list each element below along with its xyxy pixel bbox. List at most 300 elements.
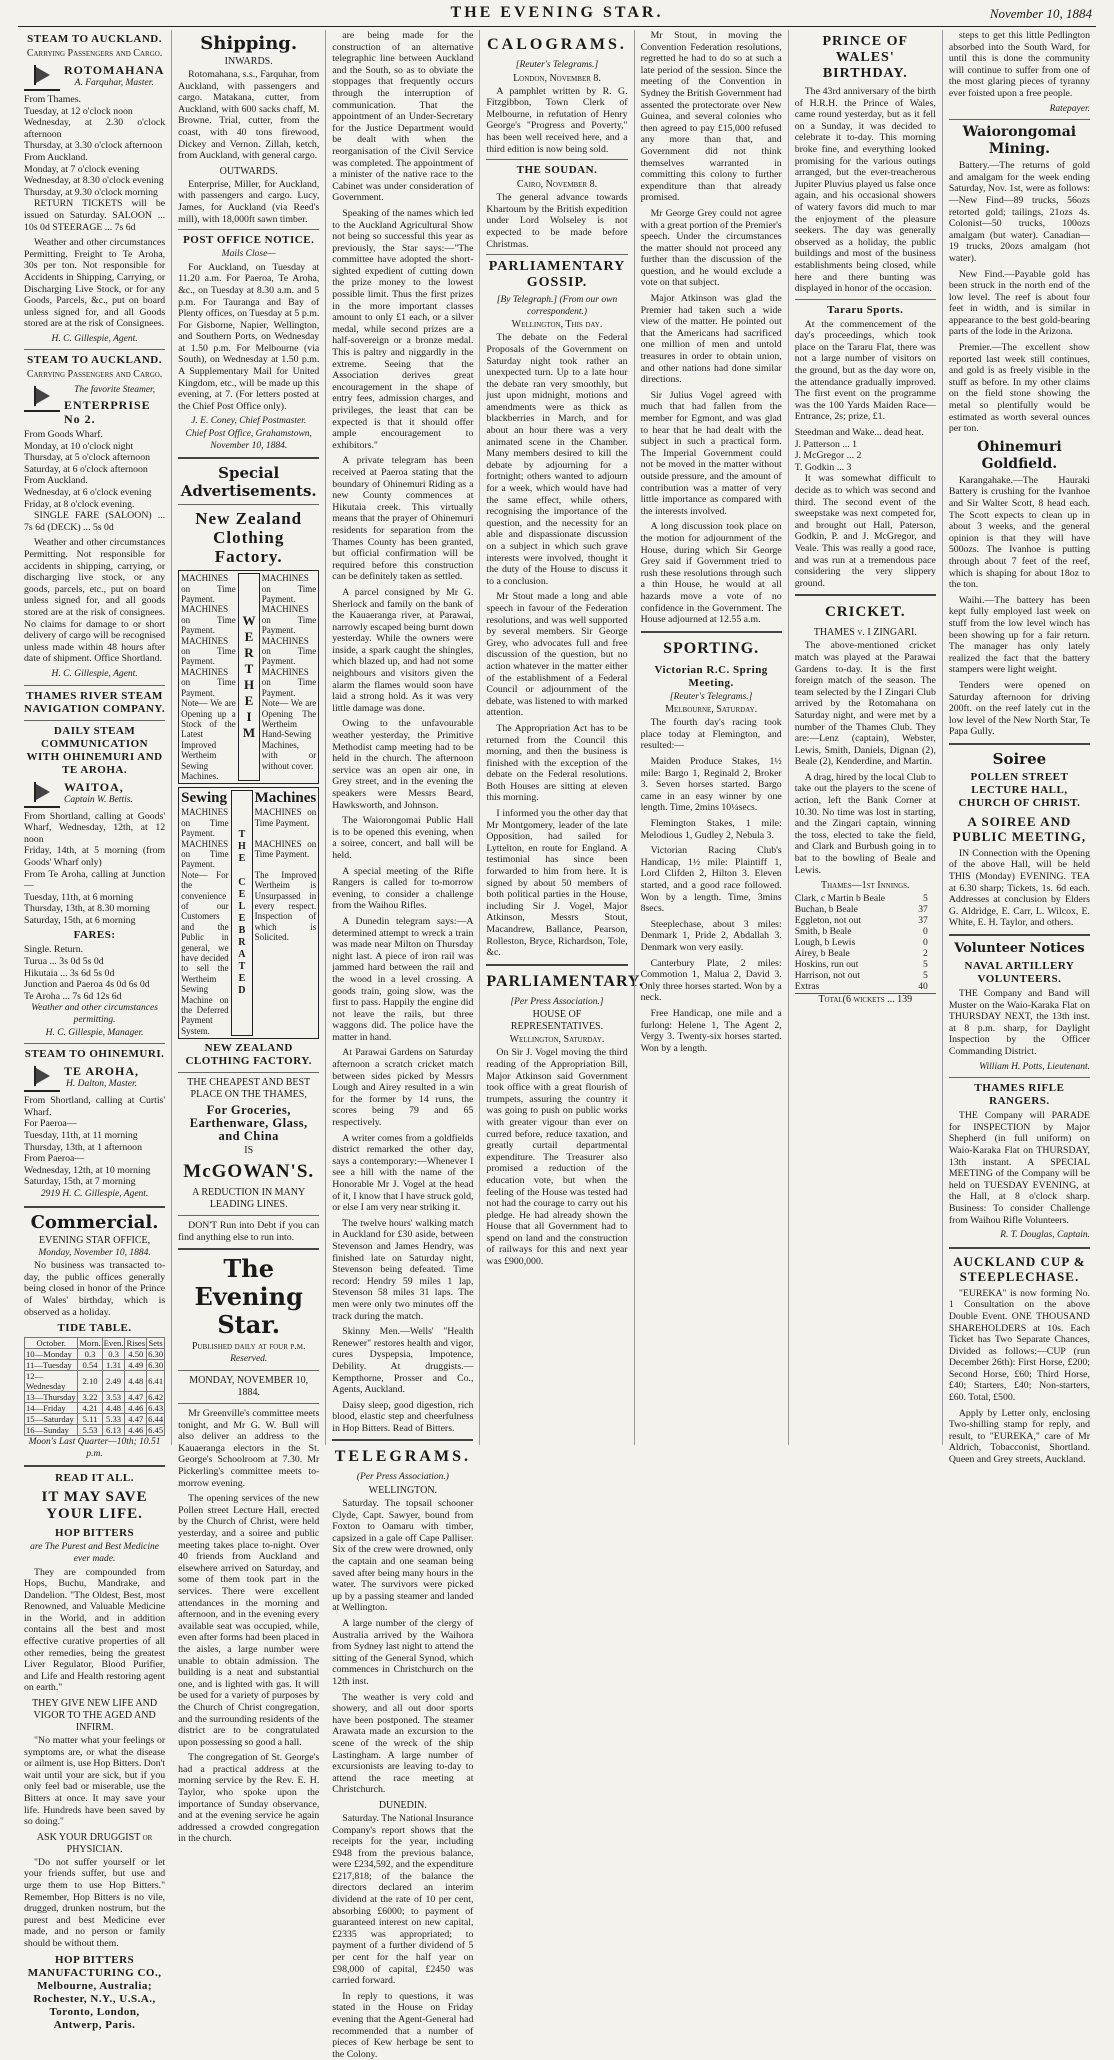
column-2	[171, 30, 325, 1845]
dateline: Wellington, This day.	[511, 319, 603, 331]
schedule-line: From Goods Wharf.	[24, 429, 104, 441]
table-cell: 6.30	[148, 1360, 164, 1371]
masthead-title: THE EVENING STAR.	[450, 4, 664, 21]
commercial-heading: Commercial.	[30, 1211, 159, 1233]
machines-cell: MACHINES on Time Payment.	[181, 838, 229, 870]
table-cell: 6.43	[148, 1403, 164, 1414]
divider	[178, 1403, 319, 1404]
result-line: J. Patterson ... 1	[794, 438, 858, 450]
schedule-line: Saturday, 15th, at 6 morning	[24, 914, 136, 926]
schedule-line: From Shortland, calling at Goods' Wharf, Wednesday, 12th, at 12 noon	[24, 810, 166, 845]
schedule-line: Saturday, at 6 o'clock afternoon	[24, 463, 148, 475]
table-cell: 6.45	[148, 1425, 164, 1436]
divider	[24, 1043, 165, 1044]
fares-heading: FARES:	[73, 929, 116, 942]
divider	[332, 1439, 473, 1441]
sporting-heading: SPORTING.	[663, 639, 760, 657]
article-paragraph: The congregation of St. George's had a practical address at the morning service by the Rev. E. H. Taylor, who spoke upon the importance of Sunday observance, and at the evening service he again addressed a crowded congregation in the church.	[178, 1752, 320, 1845]
scores-heading: Thames—1st Innings.	[820, 880, 910, 892]
soiree-heading: Soiree	[992, 749, 1047, 768]
tide-table	[24, 1337, 165, 1436]
divider	[486, 159, 627, 160]
schedule-line: From Te Aroha, calling at Junction—	[24, 868, 166, 892]
article-paragraph: steps to get this little Pedlington absorbed into the South Ward, for until this is done the community will continue to suffer from one of the most glaring pieces of tyranny ever foisted upon a free people.	[948, 30, 1090, 99]
schedule-line: For Paeroa—	[24, 1118, 77, 1130]
column-header: Morn.	[79, 1338, 101, 1349]
office-text: No business was transacted to-day, the public offices generally being closed in honor of the Prince of Wales' birthday, which is observed as a holiday.	[24, 1260, 166, 1318]
tide-note: Moon's Last Quarter—10th; 10.51 p.m.	[28, 1437, 161, 1459]
sewing-ad	[178, 787, 319, 1039]
agent-sign: 2919 H. C. Gillespie, Agent.	[40, 1188, 149, 1199]
rifle-heading: THAMES RIFLE RANGERS.	[974, 1082, 1065, 1108]
prince-heading: PRINCE OF WALES' BIRTHDAY.	[822, 34, 909, 81]
section-heading: DAILY STEAM COMMUNICATION WITH OHINEMURI AND TE AROHA.	[26, 724, 163, 776]
article-paragraph: New Find.—Payable gold has been struck in the north end of the low level. The reef is about four feet in width, and is similar in appearance to the best gold-bearing parts of the lode in the Arizona.	[948, 268, 1090, 338]
table-cell: 4.46	[125, 1403, 147, 1414]
article-paragraph: In reply to questions, it was stated in the House on Friday evening that the Agent-General had recommended that a number of pieces of Kew herbage be sent to the Colony.	[332, 1990, 474, 2060]
gossip-sub: [By Telegraph.] (From our own correspondent.)	[496, 295, 618, 317]
schedule-line: Thursday, at 9.30 o'clock morning	[24, 186, 158, 198]
pollen-heading: POLLEN STREET LECTURE HALL, CHURCH OF CHRIST.	[958, 770, 1081, 809]
section-heading: STEAM TO AUCKLAND.	[27, 354, 162, 367]
fare-line: Junction and Paeroa 4s 0d 6s 0d	[24, 979, 150, 991]
score-row	[795, 904, 936, 915]
tide-heading: TIDE TABLE.	[57, 1322, 132, 1335]
machines-cell: MACHINES on Time Payment.	[261, 604, 317, 636]
ship-ad	[24, 1064, 165, 1092]
fare-line: Turua ... 3s 0d 5s 0d	[24, 956, 104, 968]
divider	[178, 1248, 319, 1250]
schedule-line: Tuesday, 11th, at 11 morning	[24, 1130, 138, 1141]
article-paragraph: The Waiorongomai Public Hall is to be opened this evening, when a soiree, concert, and ball will be held.	[332, 815, 474, 861]
article-paragraph: The 43rd anniversary of the birth of H.R.H. the Prince of Wales, came round yesterday, but as it fell on a Sunday, it was decided to celebrate it to-day. This morning broke fine, and everything looked promising for the various outings arranged, but the ever-treacherous Jupiter Pluvius played us false once again, and his occasional showers of watery favors did much to mar the enjoyment of the pleasure seekers. The day was generally observed as a holiday, the public buildings and most of the business establishments being closed, while here and there bunting was displayed in honor of the occasion.	[794, 86, 936, 295]
table-cell: 2.49	[102, 1371, 125, 1392]
steamship-icon	[24, 384, 60, 412]
table-header-row	[25, 1338, 165, 1349]
runs: 40	[918, 981, 928, 993]
article-paragraph: Major Atkinson was glad the Premier had taken such a wide view of the matter. He pointed out that the Americans had sacrificed one million of men and untold treasures in order to obtain union, and other nations had done similar directions.	[640, 293, 782, 386]
article-paragraph: The twelve hours' walking match in Auckland for £30 aside, between Stevenson and James Hendry, was finished late on Saturday night, Stevenson being defeated. Time record: Hendry 59 miles 1 lap, Stevenson 58 miles 31 laps. The men were only two minutes off the track during the match.	[332, 1217, 474, 1322]
table-row	[25, 1425, 165, 1436]
divider	[949, 1077, 1090, 1078]
table-row	[25, 1414, 165, 1425]
machines-cell: MACHINES on Time Payment.	[181, 807, 229, 839]
article-paragraph: Mr Stout, in moving the Convention Federation resolutions, regretted he had to do so at such a late period of the session. Since the meeting of the Convention in Sydney the British Government had assented the protectorate over New Guinea, and several colonies who then agreed to pay £15,000 refused any more than that, and Government did not think themselves warranted in committing this colony to further expenditure than that already promised.	[640, 30, 782, 204]
batsman: Smith, b Beale	[794, 926, 852, 938]
table-cell: 14—Friday	[25, 1403, 78, 1414]
column-header: October.	[25, 1338, 78, 1349]
mcgowans-heading: McGOWAN'S.	[183, 1161, 315, 1183]
clothing-factory-heading: New Zealand Clothing Factory.	[195, 509, 303, 567]
article-paragraph: The above-mentioned cricket match was played at the Parawai Gardens to-day. It is the first foreign match of the season. The team selected by the I Zingari Club arrived by the Rotomahana on Saturday night, and were met by a number of the Thames Club. They are:—Lenz (captain), Webster, Lewis, Smith, Daniels, Dignan (2), Beale (2), Kenderdine, and Martin.	[794, 640, 936, 768]
table-cell: 1.31	[102, 1360, 125, 1371]
article-paragraph: I informed you the other day that Mr Montgomery, leader of the late Opposition, had sailed for Lyttelton, en route for England. A testimonial has since been forwarded to him from here. It is signed by about 50 members of both political parties in the House, including Sir J. Vogel, Major Atkinson, Messrs Stout, Macandrew, Ballance, Pearson, Rolleston, Bryce, Richardson, Tole, &c.	[486, 808, 628, 959]
table-cell: 4.47	[125, 1392, 147, 1403]
schedule-line: From Auckland.	[24, 151, 88, 163]
table-cell: 4.49	[125, 1360, 147, 1371]
column-5	[634, 30, 788, 1445]
runs: 5	[923, 959, 928, 971]
article-paragraph: Saturday. The National Insurance Company's report shows that the receipts for the year, including £948 from the previous balance, were £234,592, and the expenditure £217,818; of the balance the directors declared an interim dividend at the rate of 10 per cent, absorbing £6000; to payment of guaranteed interest on new capital, £2335 was appropriated; to payment of a further dividend of 5 per cent for the half year on £98,000 of capital, £2450 was carried forward.	[332, 1812, 474, 1987]
agent-sign: H. C. Gillespie, Agent.	[51, 668, 138, 679]
column-1	[18, 30, 171, 2031]
steamship-icon	[24, 780, 60, 808]
signature: R. T. Douglas, Captain.	[1000, 1230, 1090, 1241]
divider	[178, 1072, 319, 1073]
column-header: Sets	[148, 1338, 163, 1349]
public-meeting-heading: A SOIREE AND PUBLIC MEETING,	[952, 813, 1087, 844]
section-subheading: Carrying Passengers and Cargo.	[26, 369, 163, 381]
table-cell: 5.53	[78, 1425, 102, 1436]
special-heading: Special Advertisements.	[180, 464, 317, 501]
fare-line: Single. Return.	[24, 944, 84, 956]
ad-heading: READ IT ALL.	[55, 1472, 134, 1485]
naval-heading: NAVAL ARTILLERY VOLUNTEERS.	[964, 960, 1075, 986]
ship-name: ENTERPRISE No 2.	[64, 398, 151, 427]
table-cell: 4.46	[125, 1425, 147, 1436]
table-cell: 0.3	[78, 1349, 102, 1360]
sewing-note: Note— For the convenience of our Customers and the Public in general, we have decided to sell the Wertheim Sewing Machine on the Deferred Payment System.	[181, 869, 229, 1036]
article-paragraph: A pamphlet written by R. G. Fitzgibbon, Town Clerk of Melbourne, in refutation of Henry George's "Progress and Poverty," has been well received here, and a third edition is now being sold.	[486, 85, 628, 155]
ship-name: TE AROHA,	[64, 1064, 140, 1079]
date-line: MONDAY, NOVEMBER 10, 1884.	[189, 1375, 309, 1399]
batsman: Buchan, b Beale	[794, 904, 858, 916]
ship-ad	[24, 780, 165, 808]
reduction-line: A REDUCTION IN MANY LEADING LINES.	[192, 1187, 306, 1211]
score-row	[795, 893, 936, 904]
clothing-factory-footer: NEW ZEALAND CLOTHING FACTORY.	[185, 1042, 312, 1068]
schedule-line: Wednesday, at 8.30 o'clock evening	[24, 175, 164, 187]
table-row	[25, 1371, 165, 1392]
dateline: Cairo, November 8.	[516, 179, 598, 191]
article-paragraph: A drag, hired by the local Club to take out the players to the scene of action, left the Bank Corner at 10.30. No time was lost in starting, and the Zingari captain, winning the toss, elected to take the field, and Clark and Burbush going in to bat to the bowling of Beale and Lewis.	[794, 771, 936, 876]
schedule-line: From Auckland.	[24, 475, 88, 487]
table-cell: 6.30	[148, 1349, 164, 1360]
batsman: Airey, b Beale	[794, 948, 850, 960]
fare-line: Hikutaia ... 3s 6d 5s 0d	[24, 967, 115, 979]
notice-text: THE Company will PARADE for INSPECTION by Major Shepherd (in full uniform) on Waio-Karaka Flat on THURSDAY, 13th instant. A SPECIAL MEETING of the Company will be held on TUESDAY EVENING, at the Hall, at 8 o'clock sharp. Business: To consider Challenge from Waihou Rifle Volunteers.	[948, 1110, 1090, 1226]
article-paragraph: Mr Stout made a long and able speech in favour of the Federation resolutions, and was well supported by several members. Sir George Grey, who advocates full and free discussion of the question, but no action whatever in the matter either of the establishment of a Federal Council or adjournment of the debate, was listened to with marked attention.	[486, 591, 628, 719]
ship-master: H. Dalton, Master.	[66, 1079, 137, 1090]
cricket-sub: THAMES v. I ZINGARI.	[813, 627, 917, 639]
table-cell: 3.22	[78, 1392, 102, 1403]
column-header: Even.	[103, 1338, 124, 1349]
divider	[795, 299, 936, 300]
notice-text: THE Company and Band will Muster on the Waio-Karaka Flat on THURSDAY NEXT, the 13th inst. at 8 p.m. sharp, for Daylight Inspection by the Officer Commanding District.	[948, 988, 1090, 1057]
divider	[178, 1370, 319, 1371]
runs: 37	[918, 915, 928, 927]
table-cell: 15—Saturday	[25, 1414, 78, 1425]
article-paragraph: A Dunedin telegram says:—A determined attempt to wreck a train was made near Milton on Thursday night last. A piece of iron rail was jammed hard between the rail and the wood in a level crossing. A goods train, going slow, was the first to pass. Happily the engine did not leave the rails, but three waggons did. The police have the matter in hand.	[332, 915, 474, 1043]
ship-master: Captain W. Bettis.	[64, 794, 133, 805]
article-paragraph: A writer comes from a goldfields district remarked the other day, says a contemporary:—Whenever I see a hill with the name of the Honorable Mr J. Vogel at the head of it, I know that I have struck gold, or else I am very near striking it.	[332, 1132, 474, 1214]
table-cell: 6.42	[148, 1392, 164, 1403]
score-row	[795, 981, 936, 992]
calograms-heading: CALOGRAMS.	[487, 36, 627, 53]
ad-headline: IT MAY SAVE YOUR LIFE.	[41, 1489, 148, 1523]
section-heading: STEAM TO OHINEMURI.	[24, 1048, 165, 1061]
wertheim-ad	[178, 570, 319, 784]
office-heading: EVENING STAR OFFICE,	[38, 1234, 151, 1246]
article-paragraph: The debate on the Federal Proposals of the Government on Saturday night took rather an unexpected turn. Up to a late hour the debate ran very smoothly, but just upon midnight, motions and amendments were as thick as blackberries in March, and for about an hour there was a very animated scene in the Chamber. Many members desired to kill the debate by adjourning for a fortnight; others wanted to adjourn for a week, which would have had the same effect, while others, recognising the importance of the question, and the necessity for an able and dispassionate discussion on a subject in which such grave interests were involved, thought it the duty of the House to discuss it to a conclusion.	[486, 332, 628, 587]
telegrams-sub: (Per Press Association.)	[356, 1472, 449, 1483]
table-row	[25, 1392, 165, 1403]
race-result: Canterbury Plate, 2 miles: Commotion 1, Malua 2, David 3. Only three horses started. Won by a neck.	[640, 957, 782, 1004]
schedule-line: From Shortland, calling at Curtis' Wharf.	[24, 1095, 166, 1118]
signature: William H. Potts, Lieutenant.	[979, 1061, 1090, 1072]
calograms-sub: [Reuter's Telegrams.]	[515, 60, 599, 70]
sewing-word: Sewing	[181, 790, 227, 807]
race-result: Flemington Stakes, 1 mile: Melodious 1, Gudley 2, Nebula 3.	[640, 818, 782, 841]
score-row	[795, 926, 936, 937]
machines-cell: MACHINES on Time Payment.	[181, 573, 236, 605]
groceries-line: For Groceries, Earthenware, Glass, and China	[189, 1103, 308, 1144]
table-row	[25, 1349, 165, 1360]
batsman: Extras	[794, 981, 820, 993]
divider	[24, 720, 165, 721]
score-row	[795, 937, 936, 948]
schedule-line: Thursday, 13th, at 8.30 morning	[24, 903, 150, 915]
divider	[24, 1206, 165, 1208]
divider	[949, 1247, 1090, 1249]
post-office-text: For Auckland, on Tuesday at 11.20 a.m. For Paeroa, Te Aroha, &c., on Tuesday at 8.30 a.m. and 5 p.m. For Tauranga and Bay of Plenty offices, on Tuesday at 5 p.m. For Gisborne, Napier, Wellington, and Southern Ports, on Wednesday at 1.50 p.m. For Melbourne (via South), on Wednesday at 1.50 p.m. A Supplementary Mail for United Kingdom, etc., will be made up this evening, at 7. (For letters posted at the Chief Post Office only).	[178, 261, 320, 412]
divider	[178, 457, 319, 459]
divider	[178, 1215, 319, 1216]
schedule-line: Monday, at 10 o'clock night	[24, 440, 134, 452]
article-paragraph: Mr Greenville's committee meets tonight, and Mr G. W. Bull will also deliver an address to the Kauaeranga electors in the St. George's Schoolroom at 7.30. Mr Pickerling's committee meets to-morrow evening.	[178, 1408, 320, 1489]
batsman: Hoskins, run out	[794, 959, 859, 971]
post-office-heading: POST OFFICE NOTICE.	[183, 234, 315, 247]
article-paragraph: A parcel consigned by Mr G. Sherlock and family on the bank of the Kauaeranga river, at Parawai, narrowly escaped being burnt down yesterday. While the owners were inside, a spark caught the shingles, which blazed up, and had not some neighbours and visitors given the alarm the flames would soon have laid a strong hold. As it was very little damage was done.	[332, 586, 474, 714]
ohinemuri-heading: Ohinemuri Goldfield.	[977, 438, 1062, 472]
article-paragraph: Owing to the unfavourable weather yesterday, the Primitive Methodist camp meeting had to be held in the church. The afternoon service was an open air one, in Grey street, and in the evening the speakers were Messrs Beard, Hawksworth, and Johnson.	[332, 718, 474, 811]
table-cell: 0.54	[78, 1360, 102, 1371]
telegrams-heading: TELEGRAMS.	[334, 1448, 471, 1466]
divider	[178, 229, 319, 230]
ad-heading: THEY GIVE NEW LIFE AND VIGOR TO THE AGED AND INFIRM.	[32, 1698, 158, 1734]
parliamentary-sub: [Per Press Association.]	[510, 996, 604, 1007]
machines-cell: MACHINES on Time Payment.	[254, 807, 317, 828]
article-paragraph: Saturday. The topsail schooner Clyde, Capt. Sawyer, bound from Foxton to Oamaru with timber, capsized in a gale off Cape Palliser. Six of the crew were drowned, only the captain and one seaman being saved after being many hours in the water. The survivors were picked up by a passing steamer and landed at Wellington.	[332, 1498, 474, 1614]
schedule-line: Wednesday, at 6 o'clock evening	[24, 487, 152, 499]
tararu-heading: Tararu Sports.	[827, 303, 904, 316]
machines-cell: MACHINES on Time Payment.	[181, 635, 236, 667]
office-date: Monday, November 10, 1884.	[38, 1247, 151, 1258]
article-paragraph: Premier.—The excellent show reported last week still continues, and gold is as freely visible in the stuff as before. In my other claims on the field stone showing the metal so plentifully would be estimated as worth several ounces per ton.	[948, 342, 1090, 435]
runs: 0	[923, 937, 928, 949]
celebrated-vertical: THE CELEBRATED	[231, 790, 253, 1036]
divider	[24, 1465, 165, 1467]
divider	[949, 743, 1090, 745]
race-result: Free Handicap, one mile and a furlong: Helene 1, The Agent 2, Vergy 3. Twenty-six horses started. Won by a length.	[640, 1007, 782, 1054]
table-cell: 2.10	[78, 1371, 102, 1392]
schedule-line: Tuesday, at 12 o'clock noon	[24, 105, 133, 117]
ad-heading: HOP BITTERS	[54, 1527, 135, 1540]
result-line: J. McGregor ... 2	[794, 450, 862, 462]
schedule-line: Wednesday, at 2.30 o'clock afternoon	[24, 117, 166, 140]
table-cell: 5.33	[102, 1414, 125, 1425]
steamship-icon	[24, 63, 60, 91]
table-cell: 3.53	[102, 1392, 125, 1403]
schedule-line: Thursday, at 3.30 o'clock afternoon	[24, 140, 163, 152]
ship-intro: The favorite Steamer,	[74, 385, 156, 396]
divider	[486, 964, 627, 966]
table-row	[25, 1403, 165, 1414]
fare-line: Te Aroha ... 7s 6d 12s 6d	[24, 990, 122, 1002]
table-cell: 0.3	[102, 1349, 125, 1360]
article-paragraph: The general advance towards Khartoum by the British expedition under Lord Wolseley is not expected to be made before Christmas.	[486, 192, 628, 250]
waiorongomai-heading: Waiorongomai Mining.	[962, 124, 1077, 158]
batsman: Lough, b Lewis	[794, 937, 856, 949]
post-office-sub: Mails Close—	[221, 249, 276, 260]
article-paragraph: The fourth day's racing took place today at Flemington, and resulted:—	[640, 717, 782, 752]
table-cell: 6.13	[102, 1425, 125, 1436]
article-paragraph: Tenders were opened on Saturday afternoon for driving 200ft. on the reef lately cut in the low level of the New North Star, Te Papa Gully.	[948, 679, 1090, 738]
article-paragraph: A large number of the clergy of Australia arrived by the Waihora from Sydney last night to attend the sitting of the General Synod, which commences in Christchurch on the 12th inst.	[332, 1618, 474, 1687]
table-row	[25, 1360, 165, 1371]
batsman: Eggleton, not out	[794, 915, 862, 927]
house-heading: HOUSE OF REPRESENTATIVES.	[510, 1009, 604, 1033]
wellington-heading: WELLINGTON.	[368, 1485, 438, 1497]
paper-title: The Evening Star.	[194, 1254, 303, 1340]
race-result: Victorian Racing Club's Handicap, 1½ mile: Plaintiff 1, Lord Clifden 2, Hilton 3. Eleven started, and a good race followed. Won by a length. Time, 3mins 8secs.	[640, 845, 782, 915]
divider	[949, 934, 1090, 936]
post-office-date: Chief Post Office, Grahamstown, November 10, 1884.	[185, 429, 312, 451]
post-office-sign: J. E. Coney, Chief Postmaster.	[191, 416, 307, 427]
notice-text: Weather and other circumstances Permitting. Not responsible for accidents in shipping, carrying, or discharging live stock, or any goods, parcels, etc., put on board unless signed for, and all goods stored are at the risk of consignees. No claims for damage to or short delivery of cargo will be recognised unless made within 48 hours after date of shipment. Office Shortland.	[24, 537, 166, 665]
table-cell: 12—Wednesday	[25, 1371, 78, 1392]
steamship-icon	[24, 1064, 60, 1092]
ship-ad	[24, 384, 165, 426]
score-row	[795, 959, 936, 970]
ad-heading: ASK YOUR DRUGGIST or PHYSICIAN.	[36, 1831, 153, 1855]
article-paragraph: It was somewhat difficult to decide as to which was second and third. The second event of the sweepstake was next competed for, and brought out Hall, Paterson, Godkin, P. and J. McGregor, and Veale. This was really a good race, and was run at a tremendous pace considering the very slippery ground.	[794, 473, 936, 589]
article-paragraph: A long discussion took place on the motion for adjournment of the House, during which Sir George Grey said if Government tried to rush these resolutions through such a thin House, he would at all hazards move a vote of no confidence in the Government. The House adjourned at 12.55 a.m.	[640, 521, 782, 626]
article-paragraph: Daisy sleep, good digestion, rich blood, elastic step and cheerfulness in Hop Bitters. Read of Bitters.	[332, 1399, 474, 1434]
schedule-line: Monday, at 7 o'clock evening	[24, 163, 140, 175]
outwards-heading: OUTWARDS.	[219, 165, 278, 177]
machines-word: Machines	[254, 790, 317, 807]
is-line: IS	[244, 1145, 254, 1157]
article-paragraph: On Sir J. Vogel moving the third reading of the Appropriation Bill, Major Atkinson said Government took office with a great flourish of trumpets, assuring the country it was going to push on public works with greater vigour than ever on curred before, reduce taxation, and greatly curtail departmental expenditure. The Treasurer also promised a reduction of the education vote, but when the feeling of the House was tested had not had the courage to carry out his pledge. He had already shown the House that all Government had to spend on land and the construction of railways for this and next year was £900,000.	[486, 1047, 628, 1268]
schedule-line: Saturday, 15th, at 7 morning	[24, 1176, 136, 1188]
table-cell: 13—Thursday	[25, 1392, 78, 1403]
column-3	[325, 30, 479, 2060]
notice-text: "EUREKA" is now forming No. 1 Consultation on the above Double Event. ONE THOUSAND SHAREHOLDERS at 10s. Each Ticket has Two Separate Chances, Divided as follows:—CUP (run December 26th): First Horse, £200; Second Horse, £60; Third Horse, £40; Starters, £40; Non-starters, £60. Total, £500.	[948, 1287, 1090, 1404]
score-row	[795, 948, 936, 959]
wertheim-note: Note— We are Opening The Wertheim Hand-Sewing Machines, with or without cover.	[261, 698, 317, 771]
table-cell: 4.21	[78, 1403, 102, 1414]
spring-meeting-heading: Victorian R.C. Spring Meeting.	[654, 663, 768, 689]
column-6	[788, 30, 942, 1445]
notice-text: IN Connection with the Opening of the above Hall, will be held THIS (Monday) EVENING. TEA at 6.30 sharp; Tickets, 1s. 6d each. Addresses at conclusion by Elders G. Aldridge, E. Carr, L. Wilcox, E. White, E. H. Taylor, and others.	[948, 847, 1090, 929]
ship-name: ROTOMAHANA	[64, 63, 165, 77]
race-result: Steeplechase, about 3 miles: Denmark 1, Pride 2, Abdallah 3. Denmark won very easily.	[640, 918, 782, 953]
machines-cell: MACHINES on Time Payment.	[181, 604, 236, 636]
ship-master: A. Farquhar, Master.	[74, 78, 154, 88]
machines-cell: MACHINES on Time Payment.	[254, 838, 317, 859]
machines-cell: MACHINES on Time Payment.	[261, 573, 317, 605]
article-paragraph: Speaking of the names which led to the Auckland Agricultural Show not being so successful this year as previously, the Star says:—"The committee have adopted the short-sighted expedient of cutting down the prize money to the lowest possible limit. Thus the first prizes in the more important classes amount to only £1 each, or a silver medal, while second prizes are a half-sovereign or a bronze medal. This is paltry and niggardly in the extreme. Seeing that the Association derives great encouragement in the shape of entry fees, admission charges, and privileges, the least that can be expected is that it should offer ample encouragement to exhibitors."	[332, 207, 474, 451]
machines-cell: MACHINES on Time Payment.	[181, 666, 236, 698]
race-result: Maiden Produce Stakes, 1½ mile: Bargo 1, Reginald 2, Broker 3. Seven horses started. Bargo came in an easy winner by one length. Time, 2mins 10¼secs.	[640, 756, 782, 814]
schedule-line: Thursday, at 5 o'clock afternoon	[24, 452, 150, 464]
runs: 5	[923, 970, 928, 982]
wertheim-vertical: WERTHEIM	[238, 573, 260, 781]
dateline: Wellington, Saturday.	[509, 1034, 605, 1046]
article-paragraph: Battery.—The returns of gold and amalgam for the week ending Saturday, Nov. 1st, were as follows:—New Find—89 trucks, 56ozs retorted gold; tailings, 21ozs 4s. Colonist—50 trucks, 100ozs amalgam (but water). Canadian—19 trucks, 20ozs amalgam (hot water).	[948, 160, 1090, 264]
divider	[24, 685, 165, 686]
schedule-line: Tuesday, 11th, at 6 morning	[24, 891, 134, 903]
article-paragraph: At the commencement of the day's proceedings, which took place on the Tararu Flat, there was not a large number of visitors on the ground, but as the day wore on, the attendance gradually improved. The first event on the programme was the 100 Yards Maiden Race—Entrance, 2s; prize, £1.	[794, 318, 936, 423]
schedule-line: Friday, at 8 o'clock evening.	[24, 498, 135, 510]
columns	[18, 30, 1096, 2060]
spring-sub: [Reuter's Telegrams.]	[669, 691, 753, 702]
article-paragraph: At Parawai Gardens on Saturday afternoon a scratch cricket match between sides picked by Messrs Lough and Airey resulted in a win for the former by 14 runs, the scores being 79 and 65 respectively.	[332, 1047, 474, 1129]
schedule-line: Thursday, 13th, at 1 afternoon	[24, 1141, 142, 1153]
table-cell: 4.48	[125, 1371, 147, 1392]
ad-text: They are compounded from Hops, Buchu, Mandrake, and Dandelion. "The Oldest, Best, most Renowned, and Valuable Medicine in the World, and in addition contains all the best and most effective curative properties of all other remedies, being the greatest Liver Regulator, Blood Purifier, and Life and Health restoring agent on earth."	[24, 1566, 166, 1694]
runs: 5	[923, 893, 928, 905]
divider	[795, 594, 936, 596]
outwards-text: Enterprise, Miller, for Auckland, with passengers and cargo. Lucy, James, for Auckland (via Reed's mill), with 18,000ft sawn timber.	[178, 178, 320, 225]
article-paragraph: Sir Julius Vogel agreed with much that had fallen from the member for Egmont, and was glad to hear that he had dealt with the subject in such a practical form. The Imperial Government could not be moved in the matter without outside pressure, and the amount of contribution was a matter of very little importance as compared with the interests involved.	[640, 389, 782, 517]
total-line: Total(6 wickets ... 139	[795, 993, 936, 1006]
ad-footer: HOP BITTERS MANUFACTURING CO., Melbourne, Australia; Rochester, N.Y., U.S.A., Toronto, London, Antwerp, Paris.	[27, 1953, 162, 2031]
dateline: Melbourne, Saturday.	[665, 704, 758, 716]
divider	[949, 119, 1090, 120]
reserved-line: Reserved.	[230, 1354, 268, 1365]
masthead-date: November 10, 1884	[989, 6, 1092, 21]
article-paragraph: Waihi.—The battery has been kept fully employed last week on stuff from the low level winch has been showing up for a fair return. The manager has only lately realized the fact that the battery stampers were light weight.	[948, 594, 1090, 676]
divider	[641, 631, 782, 633]
machines-cell: MACHINES on Time Payment.	[261, 666, 317, 698]
section-heading: THAMES RIVER STEAM NAVIGATION COMPANY.	[24, 689, 166, 715]
article-paragraph: Skinny Men.—Wells' "Health Renewer" restores health and vigor, cures Dyspepsia, Impotence, Debility. At druggists.—Kempthorne, Prosser and Co., Agents, Auckland.	[332, 1326, 474, 1396]
shipping-heading: Shipping.	[200, 33, 298, 54]
notice-text: Weather and other circumstances Permitting. Freight to Te Aroha, 30s per ton. Not responsible for Accidents in Shipping, Carrying, or Discharging Live Stock, or for any Goods, Parcels, &c., put on board unless signed for, and all Goods stored are at the risk of Consignees.	[24, 237, 166, 330]
schedule-line: Wednesday, 12th, at 10 morning	[24, 1164, 151, 1176]
result-line: T. Godkin ... 3	[794, 461, 852, 473]
machines-cell: MACHINES on Time Payment.	[261, 635, 317, 667]
published-line: Published daily at four p.m.	[191, 1341, 306, 1353]
table-cell: 10—Monday	[25, 1349, 78, 1360]
schedule-line: From Thames.	[24, 94, 81, 105]
inwards-heading: INWARDS.	[224, 56, 273, 67]
schedule-line: Friday, 14th, at 5 morning (from Goods' Wharf only)	[24, 845, 166, 868]
article-paragraph: The Appropriation Act has to be returned from the Council this morning, and then the business is finished with the exception of the debate on the Federal resolutions. Both Houses are sitting at eleven this morning.	[486, 722, 628, 804]
agent-sign: H. C. Gillespie, Manager.	[45, 1027, 144, 1038]
fare-text: SINGLE FARE (SALOON) ... 7s 6d (DECK) ... 5s 0d	[24, 510, 166, 533]
parliamentary-heading: PARLIAMENTARY.	[486, 972, 645, 990]
cup-heading: AUCKLAND CUP & STEEPLECHASE.	[953, 1253, 1086, 1284]
section-subheading: Carrying Passengers and Cargo.	[26, 48, 163, 59]
volunteer-heading: Volunteer Notices	[954, 941, 1085, 957]
dont-text: DON'T Run into Debt if you can find anything else to run into.	[178, 1220, 320, 1243]
dateline: London, November 8.	[513, 72, 601, 84]
divider	[486, 254, 627, 255]
table-cell: 5.11	[78, 1414, 102, 1425]
article-paragraph: Mr George Grey could not agree with a great portion of the Premier's speech. Under the circumstances the matter should not proceed any further than the discussion of the question, and he would exclude a vote on that subject.	[640, 207, 782, 289]
signature: Ratepayer.	[1049, 103, 1090, 114]
dunedin-heading: DUNEDIN.	[378, 1799, 427, 1811]
article-paragraph: Karangahake.—The Hauraki Battery is crushing for the Ivanhoe and Sir Walter Scott, 8 head each. The Scott expects to clean up in about 3 weeks, and the general opinion is that they will have 500ozs. The Ivanhoe is putting through about 7 feet of the reef, which is shaping for about 18oz to the ton.	[948, 474, 1090, 591]
cricket-heading: CRICKET.	[824, 604, 906, 621]
ad-text: "Do not suffer yourself or let your friends suffer, but use and urge them to use Hop Bitters." Remember, Hop Bitters is no vile, drugged, drunken nostrum, but the purest and best Medicine ever made, and no person or family should be without them.	[24, 1856, 166, 1949]
column-header: Rises	[126, 1338, 146, 1349]
wertheim-note: Note— We are Opening up a Stock of the Latest Improved Wertheim Sewing Machines.	[181, 698, 236, 781]
article-paragraph: are being made for the construction of an alternative telegraphic line between Auckland and the South, so as to obviate the stoppages that frequently occurs through the interruption of communication. That the appointment of an Under-Secretary for the Justice Department would be dealt with when the reorganisation of the Civil Service was completed. The appointment of a minister of the native race to the Cabinet was under consideration of Government.	[332, 30, 474, 204]
